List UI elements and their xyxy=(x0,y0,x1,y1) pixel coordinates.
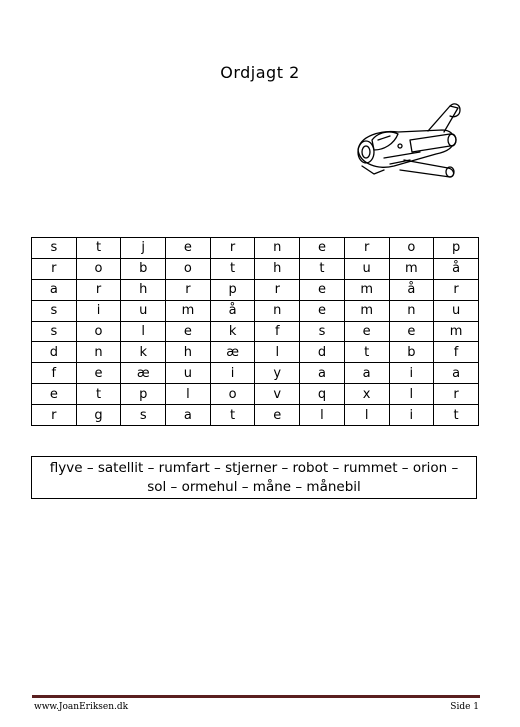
grid-cell: a xyxy=(32,279,77,300)
grid-cell: s xyxy=(121,405,166,426)
grid-cell: a xyxy=(344,363,389,384)
grid-cell: o xyxy=(76,258,121,279)
grid-row xyxy=(32,238,479,259)
grid-cell: u xyxy=(344,258,389,279)
grid-cell: f xyxy=(32,363,77,384)
grid-cell: f xyxy=(255,321,300,342)
grid-cell: d xyxy=(32,342,77,363)
grid-cell: o xyxy=(166,258,211,279)
grid-cell: t xyxy=(210,405,255,426)
grid-cell: q xyxy=(300,384,345,405)
grid-cell: t xyxy=(434,405,479,426)
grid-cell: r xyxy=(434,384,479,405)
grid-cell: t xyxy=(76,384,121,405)
grid-cell: r xyxy=(166,279,211,300)
grid-cell: t xyxy=(210,258,255,279)
grid-cell: e xyxy=(166,238,211,259)
grid-cell: e xyxy=(300,238,345,259)
grid-cell: t xyxy=(76,238,121,259)
grid-cell: s xyxy=(32,238,77,259)
grid-cell: r xyxy=(76,279,121,300)
grid-cell: r xyxy=(255,279,300,300)
grid-cell: v xyxy=(255,384,300,405)
grid-cell: l xyxy=(389,384,434,405)
grid-cell: e xyxy=(32,384,77,405)
grid-cell: u xyxy=(121,300,166,321)
grid-cell: x xyxy=(344,384,389,405)
grid-cell: e xyxy=(344,321,389,342)
grid-cell: b xyxy=(121,258,166,279)
grid-cell: e xyxy=(300,300,345,321)
grid-cell: r xyxy=(32,405,77,426)
grid-cell: m xyxy=(166,300,211,321)
grid-cell: a xyxy=(300,363,345,384)
grid-cell: e xyxy=(166,321,211,342)
grid-cell: r xyxy=(32,258,77,279)
grid-cell: a xyxy=(166,405,211,426)
grid-cell: d xyxy=(300,342,345,363)
grid-cell: u xyxy=(434,300,479,321)
grid-cell: e xyxy=(389,321,434,342)
grid-cell: j xyxy=(121,238,166,259)
footer-page-number: Side 1 xyxy=(450,702,479,712)
footer-divider xyxy=(32,695,480,698)
word-list xyxy=(31,456,477,499)
word-list-line: flyve – satellit – rumfart – stjerner – robot – rummet – orion – xyxy=(49,459,459,476)
grid-cell: s xyxy=(300,321,345,342)
grid-cell: m xyxy=(389,258,434,279)
grid-cell: t xyxy=(300,258,345,279)
grid-cell: n xyxy=(389,300,434,321)
grid-cell: l xyxy=(344,405,389,426)
grid-cell: m xyxy=(434,321,479,342)
grid-cell: e xyxy=(76,363,121,384)
grid-cell: i xyxy=(389,363,434,384)
word-list-line: sol – ormehul – måne – månebil xyxy=(147,478,361,495)
grid-cell: r xyxy=(434,279,479,300)
grid-cell: l xyxy=(121,321,166,342)
grid-cell: u xyxy=(166,363,211,384)
grid-cell: æ xyxy=(210,342,255,363)
grid-cell: y xyxy=(255,363,300,384)
grid-cell: n xyxy=(76,342,121,363)
footer-website: www.JoanEriksen.dk xyxy=(34,702,129,712)
grid-cell: e xyxy=(255,405,300,426)
page-title: Ordjagt 2 xyxy=(220,63,300,82)
grid-cell: f xyxy=(434,342,479,363)
grid-cell: s xyxy=(32,321,77,342)
grid-row xyxy=(32,405,479,426)
grid-cell: o xyxy=(389,238,434,259)
grid-row xyxy=(32,384,479,405)
grid-cell: r xyxy=(210,238,255,259)
grid-cell: i xyxy=(389,405,434,426)
grid-cell: l xyxy=(255,342,300,363)
grid-cell: g xyxy=(76,405,121,426)
grid-cell: k xyxy=(121,342,166,363)
grid-row xyxy=(32,363,479,384)
grid-cell: h xyxy=(255,258,300,279)
grid-cell: o xyxy=(76,321,121,342)
grid-row xyxy=(32,258,479,279)
grid-cell: å xyxy=(210,300,255,321)
grid-cell: o xyxy=(210,384,255,405)
grid-cell: n xyxy=(255,238,300,259)
grid-cell: å xyxy=(389,279,434,300)
grid-cell: å xyxy=(434,258,479,279)
grid-cell: p xyxy=(121,384,166,405)
grid-cell: i xyxy=(76,300,121,321)
grid-cell: i xyxy=(210,363,255,384)
grid-cell: m xyxy=(344,300,389,321)
grid-row xyxy=(32,321,479,342)
grid-cell: p xyxy=(210,279,255,300)
grid-cell: a xyxy=(434,363,479,384)
spaceship-icon xyxy=(350,100,468,188)
grid-cell: l xyxy=(300,405,345,426)
grid-cell: p xyxy=(434,238,479,259)
grid-cell: n xyxy=(255,300,300,321)
grid-cell: b xyxy=(389,342,434,363)
grid-cell: k xyxy=(210,321,255,342)
grid-cell: s xyxy=(32,300,77,321)
grid-cell: r xyxy=(344,238,389,259)
grid-row xyxy=(32,279,479,300)
grid-cell: h xyxy=(166,342,211,363)
letter-grid xyxy=(31,237,479,426)
grid-cell: l xyxy=(166,384,211,405)
grid-row xyxy=(32,342,479,363)
grid-cell: t xyxy=(344,342,389,363)
grid-cell: e xyxy=(300,279,345,300)
grid-row xyxy=(32,300,479,321)
grid-cell: æ xyxy=(121,363,166,384)
grid-cell: m xyxy=(344,279,389,300)
grid-cell: h xyxy=(121,279,166,300)
